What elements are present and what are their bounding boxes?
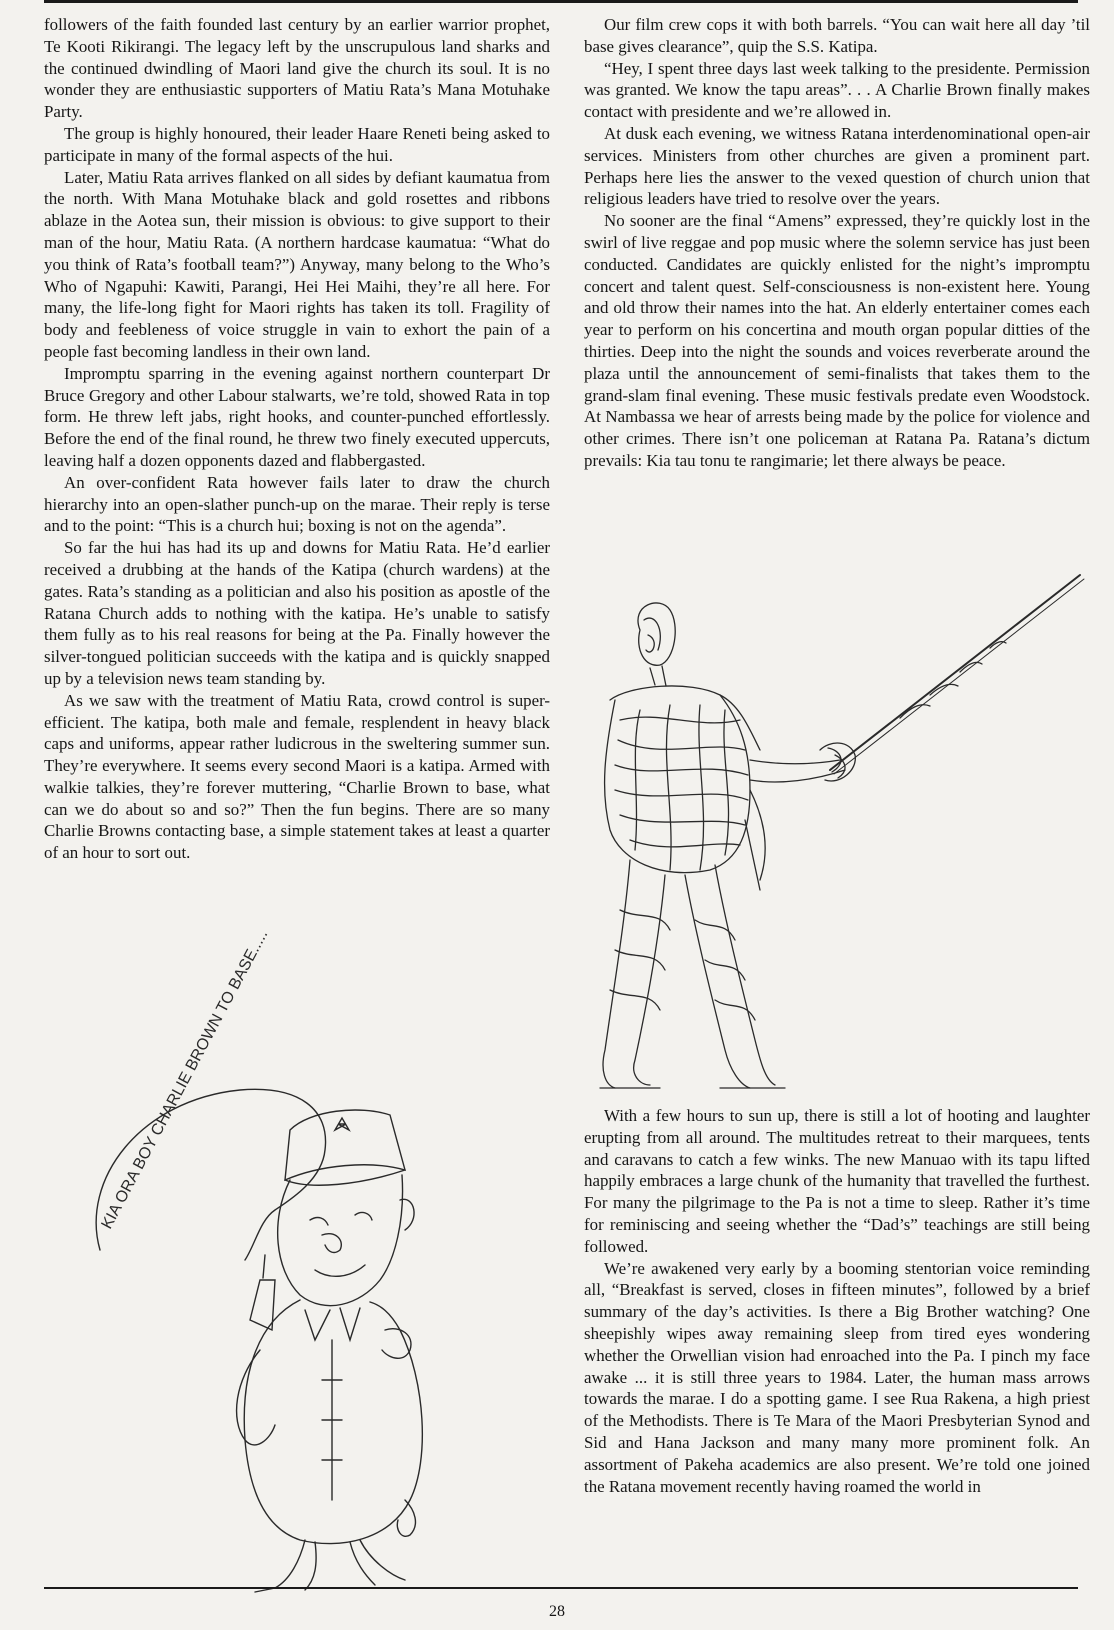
paragraph: “Hey, I spent three days last week talking to the presidente. Permission was granted. We know the tapu areas”. . . A Charlie Brown finally makes contact with presidente and we’re allowed in. bbox=[584, 58, 1090, 122]
cartoon-speech-text: KIA ORA BOY CHARLIE BROWN TO BASE..... bbox=[98, 927, 272, 1232]
bottom-rule bbox=[44, 1587, 1078, 1589]
paragraph: We’re awakened very early by a booming stentorian voice reminding all, “Breakfast is served, closes in fifteen minutes”, followed by a brief summary of the day’s activities. Is there a Big Brother watching? One sheepishly wipes away remaining sleep from tired eyes wondering whether the Orwellian vision had enroached into the Pa. I pinch my face awake ... it is still three years to 1984. Later, the human mass arrows towards the marae. I do a spotting game. I see Rua Rakena, a high priest of the Methodists. There is Te Mara of the Maori Presbyterian Synod and Sid and Hana Jackson and many many more prominent folk. An assortment of Pakeha academics are also present. We’re told one joined the Ratana movement recently having roamed the world in bbox=[584, 1258, 1090, 1496]
paragraph: At dusk each evening, we witness Ratana interdenominational open-air services. Ministers from other churches are given a prominent part. Perhaps here lies the answer to the vexed question of church union that religious leaders have tried to resolve over the years. bbox=[584, 123, 1090, 209]
paragraph: As we saw with the treatment of Matiu Rata, crowd control is super-efficient. The katipa, both male and female, resplendent in heavy black caps and uniforms, appear rather ludicrous in the sweltering summer sun. They’re everywhere. It seems every second Maori is a katipa. Armed with walkie talkies, they’re forever muttering, “Charlie Brown to base, what can we do about so and so?” Then the fun begins. There are so many Charlie Browns contacting base, a simple statement takes at least a quarter of an hour to sort out. bbox=[44, 690, 550, 863]
paragraph: No sooner are the final “Amens” expressed, they’re quickly lost in the swirl of live reggae and pop music where the solemn service has just been conducted. Candidates are quickly enlisted for the night’s impromptu concert and talent quest. Self-consciousness is non-existent here. Young and old throw their names into the hat. An elderly entertainer comes each year to perform on his concertina and mouth organ popular ditties of the thirties. Deep into the night the sounds and voices reverberate around the plaza until the announcement of semi-finalists that takes them to the grand-slam final evening. These music festivals predate even Woodstock. At Nambassa we hear of arrests being made by the police for violence and other crimes. There isn’t one policeman at Ratana Pa. Ratana’s dictum prevails: Kia tau tonu te rangimarie; let there always be peace. bbox=[584, 211, 1090, 470]
paragraph: So far the hui has had its up and downs for Matiu Rata. He’d earlier received a drubbing at the hands of the Katipa (church wardens) at the gates. Rata’s standing as a politician and also his position as apostle of the Ratana Church adds to nothing with the katipa. He’s unable to satisfy them fully as to his real reasons for being at the Pa. Finally however the silver-tongued politician succeeds with the katipa and is quickly snapped up by a television news team standing by. bbox=[44, 538, 550, 688]
paragraph: Impromptu sparring in the evening against northern counterpart Dr Bruce Gregory and other Labour stalwarts, we’re told, showed Rata in top form. He threw left jabs, right hooks, and counter-punched effortlessly. Before the end of the final round, he threw two finely executed uppercuts, leaving half a dozen opponents dazed and flabbergasted. bbox=[44, 363, 550, 470]
paragraph: With a few hours to sun up, there is still a lot of hooting and laughter erupting from all around. The multitudes retreat to their marquees, tents and caravans to catch a few winks. The new Manuao with its tapu lifted happily embraces a large chunk of the humanity that travelled the furthest. For many the pilgrimage to the Pa is not a time to sleep. Rather it’s time for reminiscing and seeing whether the “Dad’s” teachings are still being followed. bbox=[584, 1106, 1090, 1256]
right-column-top bbox=[584, 14, 1090, 472]
katipa-cartoon bbox=[60, 927, 560, 1600]
paragraph: An over-confident Rata however fails later to draw the church hierarchy into an open-slather punch-up on the marae. Their reply is terse and to the point: “This is a church hui; boxing is not on the agenda”. bbox=[44, 472, 550, 536]
left-column bbox=[44, 14, 550, 864]
page-number: 28 bbox=[549, 1603, 565, 1620]
paragraph: followers of the faith founded last century by an earlier warrior prophet, Te Kooti Rikirangi. The legacy left by the unscrupulous land sharks and the continued dwindling of Maori land give the church its soul. It is no wonder they are enthusiastic supporters of Matiu Rata’s Mana Motuhake Party. bbox=[44, 15, 550, 122]
standing-man-sketch bbox=[600, 590, 1100, 1090]
paragraph: Later, Matiu Rata arrives flanked on all sides by defiant kaumatua from the north. With Mana Motuhake black and gold rosettes and ribbons ablaze in the Aotea sun, their mission is obvious: to give support to their man of the hour, Matiu Rata. (A northern hardcase kaumatua: “What do you think of Rata’s football team?”) Anyway, many belong to the Who’s Who of Ngapuhi: Kawiti, Parangi, Hei Hei Maihi, they’re all here. For many, the life-long fight for Maori rights has taken its toll. Fragility of body and feebleness of voice struggle in vain to exhort the pain of a people fast becoming landless in their own land. bbox=[44, 167, 550, 361]
top-rule bbox=[44, 0, 1078, 3]
paragraph: The group is highly honoured, their leader Haare Reneti being asked to participate in many of the formal aspects of the hui. bbox=[44, 123, 550, 165]
paragraph: Our film crew cops it with both barrels. “You can wait here all day ’til base gives clearance”, quip the S.S. Katipa. bbox=[584, 15, 1090, 56]
right-column-bottom bbox=[584, 1105, 1090, 1497]
